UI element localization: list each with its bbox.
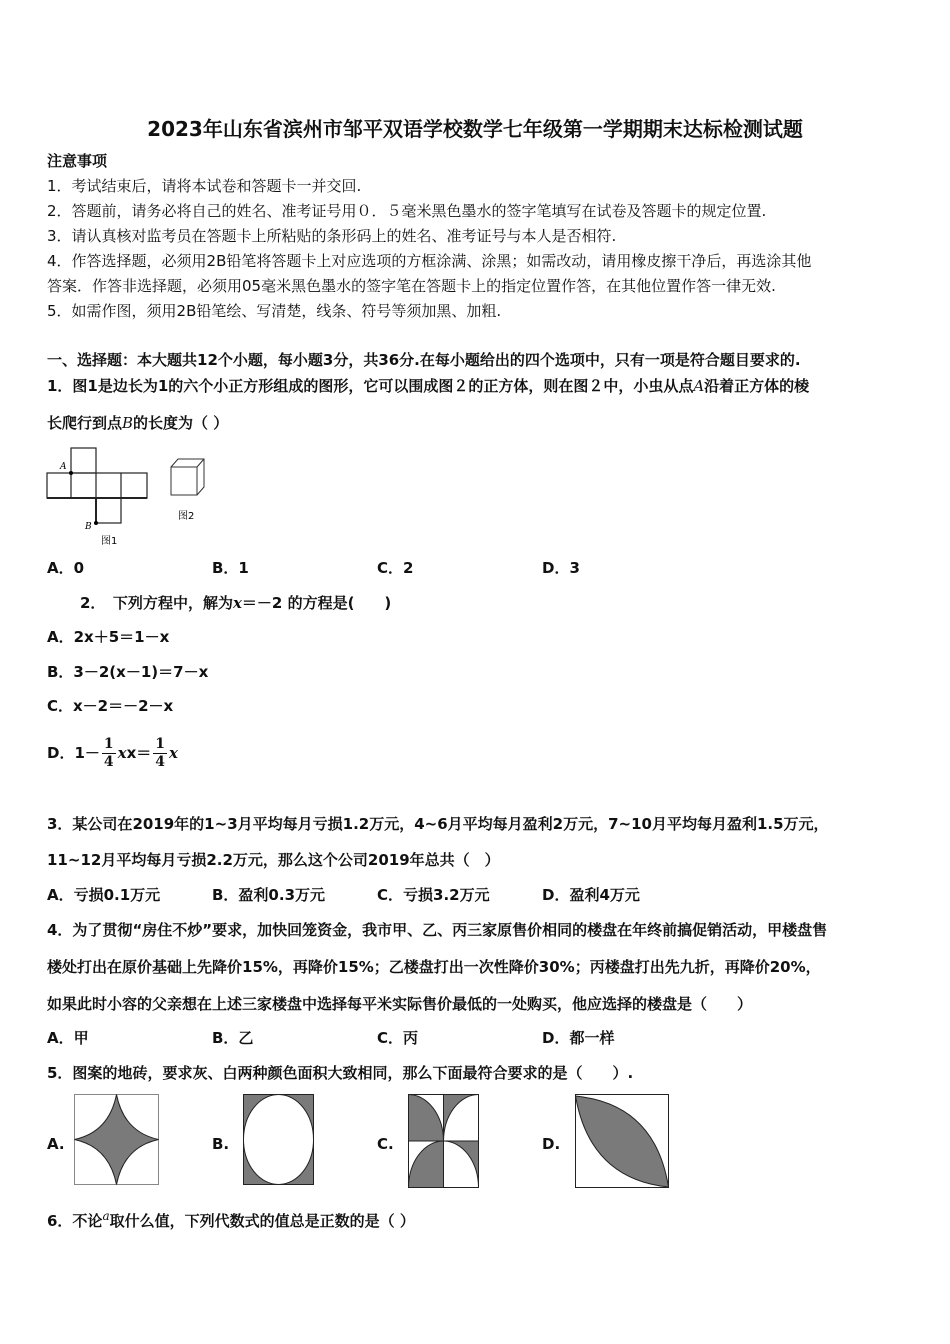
q6-stem: [47, 1206, 415, 1231]
numerator: 1: [155, 736, 166, 752]
q1-text: 的长度为（ ）: [133, 414, 229, 432]
q3-option-d[interactable]: D．盈利4万元: [542, 886, 640, 904]
q5-option-d[interactable]: D.: [542, 1135, 561, 1153]
notice-item: 1．考试结束后，请将本试卷和答题卡一并交回.: [47, 177, 362, 195]
q1-text: 1．图1是边长为1的六个小正方形组成的图形，它可以围成图２的正方体，则在图２中，小虫从点: [47, 377, 694, 395]
denominator: 4: [155, 754, 166, 770]
q1-option-d[interactable]: D．3: [542, 559, 580, 577]
q2-option-c[interactable]: C．x－2＝－2－x: [47, 697, 174, 715]
q3-line2: 11~12月平均每月亏损2.2万元，那么这个公司2019年总共（ ）: [47, 851, 500, 869]
q2-option-a[interactable]: A．2x＋5＝1－x: [47, 628, 170, 646]
section-heading: 一、选择题：本大题共12个小题，每小题3分，共36分.在每小题给出的四个选项中，只有一项是符合题目要求的.: [47, 351, 801, 369]
q1-text: 沿着正方体的棱: [704, 377, 810, 395]
var: x: [169, 744, 178, 762]
notice-item: 5．如需作图，须用2B铅笔绘、写清楚，线条、符号等须加黑、加粗.: [47, 302, 502, 320]
q2-stem: [80, 593, 391, 613]
q4-option-b[interactable]: B．乙: [212, 1029, 254, 1047]
point-a: A: [693, 377, 705, 395]
fig2-caption: 图2: [178, 511, 195, 522]
q2-var: x: [232, 594, 242, 612]
fraction: [153, 736, 167, 771]
q1-option-c[interactable]: C．2: [377, 559, 414, 577]
notice-item: 3．请认真核对监考员在答题卡上所粘贴的条形码上的姓名、准考证号与本人是否相符.: [47, 227, 617, 245]
q4-option-c[interactable]: C．丙: [377, 1029, 419, 1047]
q2-text: 2． 下列方程中，解为: [80, 594, 233, 612]
q4-option-a[interactable]: A．甲: [47, 1029, 89, 1047]
q1-text: 长爬行到点: [47, 414, 123, 432]
point-b: B: [122, 414, 134, 432]
q5-option-c[interactable]: C.: [377, 1135, 394, 1153]
q3-option-b[interactable]: B．盈利0.3万元: [212, 886, 326, 904]
tile-c-pinwheel: [408, 1094, 480, 1189]
q4-line3: 如果此时小容的父亲想在上述三家楼盘中选择每平米实际售价最低的一处购买，他应选择的楼盘是（ ）: [47, 995, 753, 1013]
q5-option-a[interactable]: A.: [47, 1135, 65, 1153]
denominator: 4: [103, 754, 114, 770]
q4-line1: 4．为了贯彻“房住不炒”要求，加快回笼资金，我市甲、乙、丙三家原售价相同的楼盘在年终前搞促销活动，甲楼盘售: [47, 921, 828, 939]
q2-d-mid: x＝: [126, 744, 152, 762]
q1-line1: [47, 376, 809, 396]
q6-text: 6．不论: [47, 1212, 103, 1230]
q3-line1: 3．某公司在2019年的1~3月平均每月亏损1.2万元，4~6月平均每月盈利2万元，7~10月平均每月盈利1.5万元，: [47, 815, 829, 833]
q2-option-d[interactable]: [47, 736, 178, 771]
q1-figure-net: [44, 445, 154, 550]
q4-line2: 楼处打出在原价基础上先降价15%，再降价15%；乙楼盘打出一次性降价30%；丙楼盘打出先九折，再降价20%，: [47, 958, 821, 976]
q5-stem: 5．图案的地砖，要求灰、白两种颜色面积大致相同，那么下面最符合要求的是（ ）.: [47, 1064, 634, 1082]
notice-item: 答案．作答非选择题，必须用05毫米黑色墨水的签字笔在答题卡上的指定位置作答，在其他位置作答一律无效.: [47, 277, 776, 295]
q3-option-c[interactable]: C．亏损3.2万元: [377, 886, 490, 904]
q1-option-a[interactable]: A．0: [47, 559, 85, 577]
numerator: 1: [103, 736, 114, 752]
q3-option-a[interactable]: A．亏损0.1万元: [47, 886, 161, 904]
q1-line2: [47, 413, 228, 433]
label-a: A: [60, 462, 67, 472]
q6-var: a: [102, 1209, 110, 1223]
q2-text: ＝－2 的方程是( ): [241, 594, 392, 612]
q5-option-b[interactable]: B.: [212, 1135, 230, 1153]
page-title: 2023年山东省滨州市邹平双语学校数学七年级第一学期期末达标检测试题: [147, 117, 803, 141]
q1-figure-cube: [168, 455, 213, 525]
q2-d-label: D．1－: [47, 744, 100, 762]
notice-item: 2．答题前，请务必将自己的姓名、准考证号用０．５毫米黑色墨水的签字笔填写在试卷及答题卡的规定位置.: [47, 202, 767, 220]
tile-a-star: [74, 1094, 160, 1186]
label-b: B: [85, 522, 92, 532]
notice-heading: 注意事项: [47, 152, 108, 170]
q1-option-b[interactable]: B．1: [212, 559, 249, 577]
q2-option-b[interactable]: B．3－2(x－1)＝7－x: [47, 663, 209, 681]
fraction: [102, 736, 116, 771]
tile-d-leaf: [575, 1094, 670, 1189]
q6-text: 取什么值，下列代数式的值总是正数的是（ ）: [109, 1212, 415, 1230]
notice-item: 4．作答选择题，必须用2B铅笔将答题卡上对应选项的方框涂满、涂黑；如需改动，请用橡皮擦干净后，再选涂其他: [47, 252, 812, 270]
q4-option-d[interactable]: D．都一样: [542, 1029, 615, 1047]
fig1-caption: 图1: [101, 536, 118, 547]
var: x: [117, 744, 127, 762]
tile-b-circle: [243, 1094, 315, 1186]
